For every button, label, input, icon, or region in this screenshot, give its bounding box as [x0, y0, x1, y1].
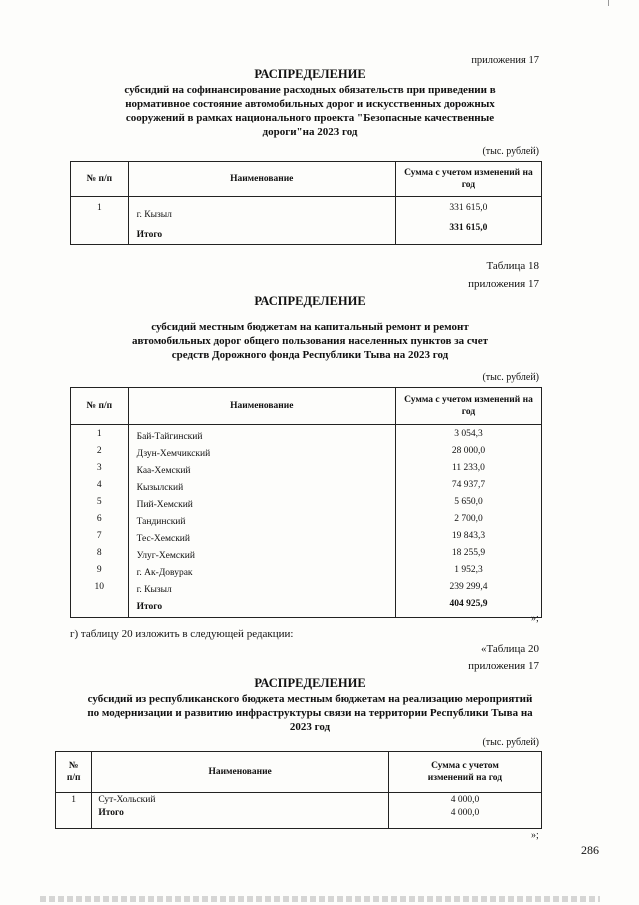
t18-body — [71, 425, 542, 618]
t20-col-num-header — [56, 752, 92, 793]
t18-sum-column — [395, 425, 541, 618]
t17-subtitle-line: нормативное состояние автомобильных дорог и искусственных дорожных — [125, 98, 495, 110]
t18-row-sum: 1 952,3 — [454, 565, 483, 575]
t20-subtitle-line: субсидий из республиканского бюджета местным бюджетам на реализацию мероприятий — [87, 693, 533, 705]
t18-row-sum: 3 054,3 — [454, 429, 483, 439]
t18-subtitle-line: автомобильных дорог общего пользования населенных пунктов за счет — [131, 335, 489, 347]
t18-row-num: 9 — [96, 565, 102, 575]
t18-row-num: 2 — [96, 446, 102, 456]
t18-col-name-header: Наименование — [128, 388, 395, 425]
table-row — [71, 197, 542, 245]
t18-row-sum: 19 843,3 — [451, 531, 486, 541]
scan-bottom-edge — [40, 896, 600, 902]
table-row — [56, 793, 542, 829]
t18-row-name: Дзун-Хемчикский — [136, 449, 211, 459]
t20-row-sum: 4 000,0 — [450, 795, 480, 805]
t17-total-sum: 331 615,0 — [449, 223, 488, 233]
t18-row-sum: 5 650,0 — [454, 497, 483, 507]
t18-row-sum: 28 000,0 — [451, 446, 486, 456]
t18-table — [70, 387, 542, 618]
t17-subtitle-line: сооружений в рамках национального проекта "Безопасные качественные — [125, 112, 495, 124]
t20-col-sum-header-line: изменений на год — [427, 773, 503, 783]
t18-subtitle-line: субсидий местным бюджетам на капитальный ремонт и ремонт — [151, 321, 469, 333]
t18-row-num: 5 — [96, 497, 102, 507]
t20-col-name-header: Наименование — [92, 752, 389, 793]
t18-total-label: Итого — [136, 602, 163, 612]
t20-row-name: Сут-Хольский — [98, 795, 156, 805]
t18-units: (тыс. рублей) — [482, 372, 539, 383]
t17-subtitle-line: дороги"на 2023 год — [262, 126, 358, 138]
t18-row-num: 7 — [96, 531, 102, 541]
t18-row-name: Пий-Хемский — [136, 500, 193, 510]
t18-row-num: 3 — [96, 463, 102, 473]
t20-col-num-header-line: п/п — [66, 773, 81, 783]
t18-total-sum: 404 925,9 — [449, 599, 488, 609]
t20-title: РАСПРЕДЕЛЕНИЕ — [254, 676, 366, 690]
t20-total-sum: 4 000,0 — [450, 808, 480, 818]
t18-subtitle — [70, 320, 550, 362]
t18-row-name: Тес-Хемский — [136, 534, 190, 544]
t18-row-name: Кызылский — [136, 483, 184, 493]
t17-row-name-cell — [128, 197, 395, 245]
t20-subtitle — [40, 692, 580, 734]
t18-row-name: г. Ак-Довурак — [136, 568, 193, 578]
t18-subtitle-line: средств Дорожного фонда Республики Тыва на 2023 год — [171, 349, 449, 361]
t17-row-name: г. Кызыл — [136, 210, 172, 220]
t17-col-name-header: Наименование — [128, 162, 395, 197]
t20-row-name-cell — [92, 793, 389, 829]
t17-row-num: 1 — [71, 197, 129, 245]
t18-row-sum: 239 299,4 — [449, 582, 488, 592]
t17-units: (тыс. рублей) — [482, 146, 539, 157]
t17-subtitle-line: субсидий на софинансирование расходных обязательств при приведении в — [124, 84, 496, 96]
t18-row-name: г. Кызыл — [136, 585, 172, 595]
t18-title: РАСПРЕДЕЛЕНИЕ — [254, 294, 366, 308]
t18-name-column — [128, 425, 395, 618]
t18-num-column — [71, 425, 129, 618]
t18-appendix-label: приложения 17 — [468, 278, 539, 290]
t20-row-sum-cell — [388, 793, 541, 829]
t18-row-name: Тандинский — [136, 517, 186, 527]
t17-subtitle — [70, 83, 550, 139]
t17-total-label: Итого — [136, 230, 163, 240]
t18-row-sum: 11 233,0 — [452, 463, 485, 473]
t17-row-sum: 331 615,0 — [449, 203, 488, 213]
t17-title: РАСПРЕДЕЛЕНИЕ — [254, 67, 366, 81]
t18-row-sum: 18 255,9 — [451, 548, 486, 558]
t18-row-num: 6 — [96, 514, 102, 524]
t17-appendix-label: приложения 17 — [471, 55, 539, 66]
t20-units: (тыс. рублей) — [482, 737, 539, 748]
t18-row-sum: 74 937,7 — [451, 480, 486, 490]
t18-row-num: 4 — [96, 480, 102, 490]
t20-total-label: Итого — [98, 808, 124, 818]
t18-row-num: 1 — [96, 429, 102, 439]
t20-col-num-header-line: № — [68, 761, 79, 771]
t18-col-sum-header: Сумма с учетом изменений на год — [395, 388, 541, 425]
t20-table-label: «Таблица 20 — [480, 643, 539, 655]
t17-col-num-header: № п/п — [71, 162, 129, 197]
t17-row-sum-cell — [395, 197, 541, 245]
t18-row-num: 10 — [94, 582, 105, 592]
t20-table — [55, 751, 542, 829]
t20-col-sum-header — [388, 752, 541, 793]
t18-row-name: Каа-Хемский — [136, 466, 191, 476]
t18-row-name: Бай-Тайгинский — [136, 432, 203, 442]
instruction-text: г) таблицу 20 изложить в следующей редакции: — [70, 628, 294, 640]
t18-table-label: Таблица 18 — [486, 260, 539, 272]
t20-subtitle-line: по модернизации и развитию инфраструктуры связи на территории Республики Тыва на — [87, 707, 533, 719]
t20-closing-quote: »; — [531, 830, 539, 841]
t18-closing-quote: »; — [531, 613, 539, 624]
page-number: 286 — [581, 843, 599, 857]
t18-col-num-header: № п/п — [71, 388, 129, 425]
t20-subtitle-line: 2023 год — [289, 721, 331, 733]
t20-col-sum-header-line: Сумма с учетом — [431, 761, 499, 771]
t17-table — [70, 161, 542, 245]
t20-appendix-label: приложения 17 — [468, 660, 539, 672]
t20-row-num: 1 — [56, 793, 92, 829]
t17-col-sum-header: Сумма с учетом изменений на год — [395, 162, 541, 197]
t18-row-sum: 2 700,0 — [454, 514, 483, 524]
t18-row-num: 8 — [96, 548, 102, 558]
t18-row-name: Улуг-Хемский — [136, 551, 195, 561]
t18-total-num-blank — [72, 596, 127, 613]
scan-edge-mark — [608, 0, 609, 6]
